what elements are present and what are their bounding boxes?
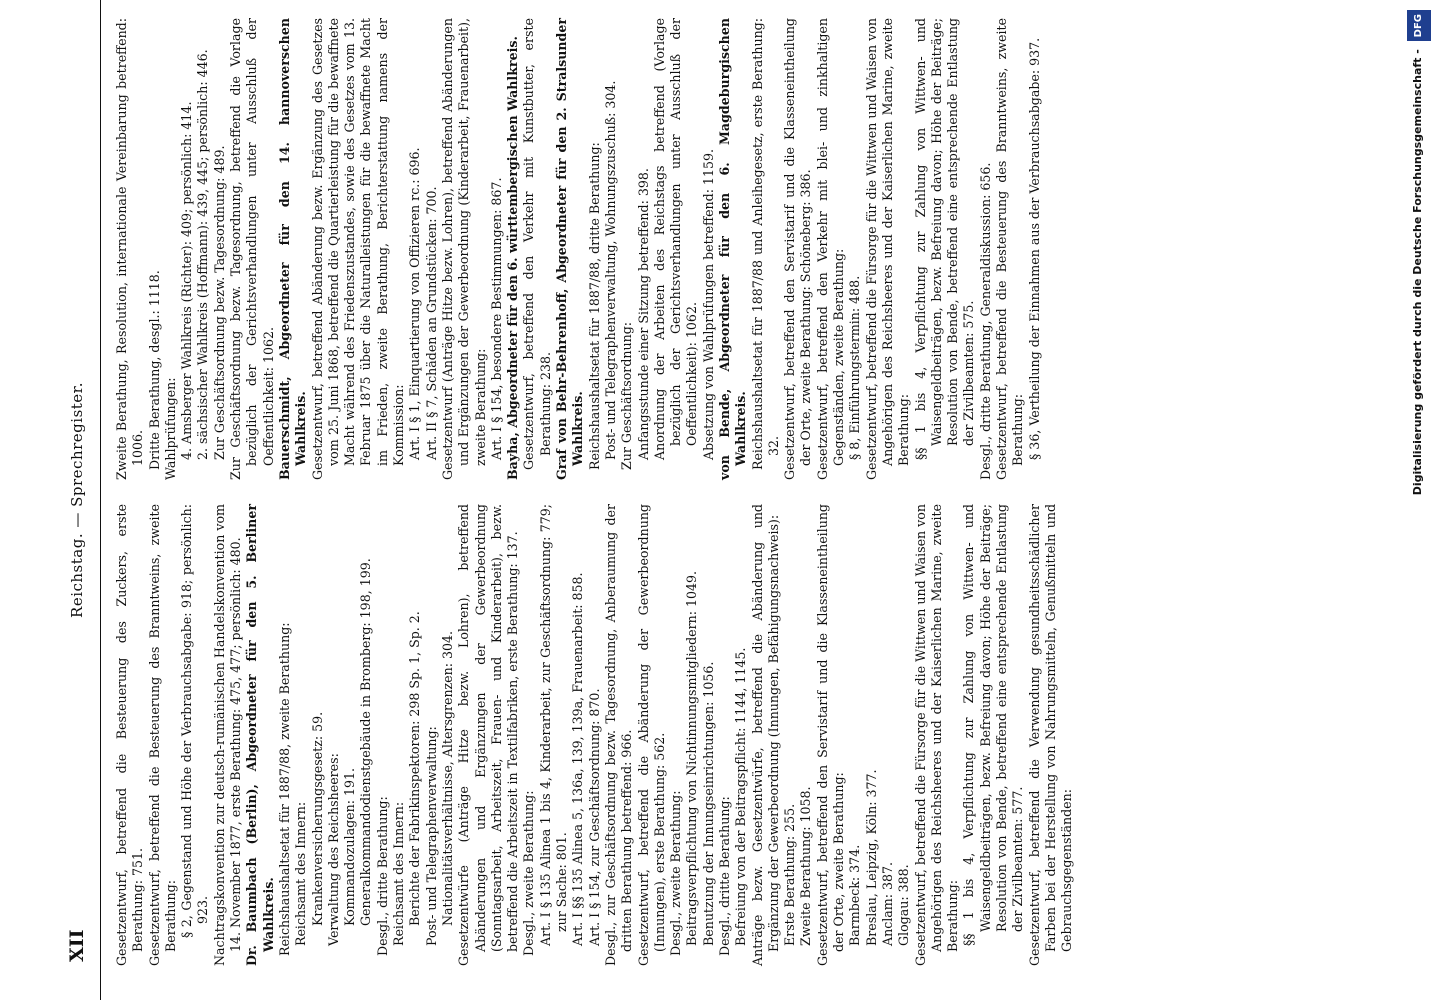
- index-entry: Gesetzentwurf, betreffend die Besteuerung des Branntweins, zweite Berathung:: [146, 499, 178, 966]
- running-header: [54, 0, 101, 1000]
- index-entry: Gesetzentwurf, betreffend die Verwendung gesundheitsschädlicher Farben bei der Herstellung von Nahrungsmitteln, Genußmitteln und Gebrauchsgegenständen:: [1026, 499, 1075, 966]
- index-entry: Kommandozulagen: 191.: [342, 768, 358, 926]
- index-entry: Gesetzentwurf, betreffend den Servistarif und die Klasseneintheilung der Orte, zweite Berathung:: [814, 499, 847, 966]
- rotated-page-content: [14, 0, 1394, 1000]
- index-entry: Desgl., zur Geschäftsordnung bezw. Tagesordnung, Anberaumung der dritten Berathung betreffend: 966.: [602, 499, 635, 966]
- dfg-logo: DFG: [1407, 10, 1431, 41]
- index-entry: 2. sächsischer Wahlkreis (Hoffmann): 439, 445; persönlich: 446.: [195, 49, 211, 460]
- index-entry: §§ 1 bis 4, Verpflichtung zur Zahlung von Wittwen- und Waisengeldbeiträgen, bezw. Befreiung davon; Höhe der Beiträge; Resolution von Bende, betreffend eine entsprechende Entlastung der Zivilbeamten: 577.: [961, 499, 1026, 946]
- index-entry: Bayha, Abgeordneter für den 6. württembergischen Wahlkreis.: [505, 36, 521, 480]
- index-entry: Gesetzentwurf, betreffend die Besteuerung des Zuckers, erste Berathung: 751.: [114, 499, 146, 966]
- index-entry: Dritte Berathung, desgl.: 1118.: [146, 270, 162, 470]
- left-column: [114, 499, 1324, 966]
- index-entry: Reichshaushaltsetat für 1887/88 und Anleihegesetz, erste Berathung: 32.: [749, 13, 781, 470]
- index-entry: § 8, Einführungstermin: 488.: [847, 275, 863, 460]
- index-entry: Gesetzentwürfe (Anträge Hitze bezw. Lohren), betreffend Abänderungen und Ergänzungen der Gewerbeordnung (Sonntagsarbeit, Arbeitszeit, Frauen- und Kinderarbeit), bezw. betreffend die Arbeitszeit in Textilfabriken, erste Berathung: 137.: [456, 499, 521, 966]
- running-title: Reichstag. — Sprechregister.: [68, 382, 86, 618]
- index-entry: 4. Amsberger Wahlkreis (Richter): 409; persönlich: 414.: [179, 101, 195, 460]
- index-entry: Gesetzentwurf, betreffend die Besteuerung des Branntweins, zweite Berathung:: [994, 13, 1026, 480]
- index-entry: Graf von Behr-Behrenhoff, Abgeordneter für den 2. Stralsunder Wahlkreis.: [554, 13, 586, 480]
- index-entry: §§ 1 bis 4, Verpflichtung zur Zahlung von Wittwen- und Waisengeldbeiträgen, bezw. Befreiung davon; Höhe der Beiträge; Resolution von Bende, betreffend eine entsprechende Entlastung der Zivilbeamten: 575.: [912, 13, 977, 460]
- index-entry: Zur Geschäftsordnung bezw. Tagesordnung: 489.: [211, 145, 227, 460]
- index-entry: Art. I § 135 Alinea 1 bis 4, Kinderarbeit, zur Geschäftsordnung: 779; zur Sache: 801.: [537, 499, 570, 946]
- index-entry: Gesetzentwurf, betreffend den Verkehr mit blei- und zinkhaltigen Gegenständen, zweite Berathung:: [814, 13, 847, 480]
- index-entry: Nationalitätsverhältnisse, Altersgrenzen: 304.: [439, 630, 455, 926]
- index-entry: Gesetzentwurf, betreffend den Verkehr mit Kunstbutter, erste Berathung: 238.: [521, 13, 553, 470]
- index-entry: Zur Geschäftsordnung bezw. Tagesordnung, betreffend die Vorlage bezüglich der Gerichtsverhandlungen unter Ausschluß der Oeffentlichkeit: 1062.: [228, 13, 276, 480]
- index-entry: Generalkommandodienstgebäude in Bromberg: 198, 199.: [358, 558, 374, 926]
- index-entry: Beitragsverpflichtung von Nichtinnungsmitgliedern: 1049.: [684, 570, 700, 946]
- index-entry: Gesetzentwurf, betreffend den Servistarif und die Klasseneintheilung der Orte, zweite Berathung: Schöneberg: 386.: [782, 13, 814, 480]
- index-entry: Barmbeck: 374.: [847, 844, 863, 946]
- index-entry: Reichshaushaltsetat für 1887/88, dritte Berathung:: [586, 142, 602, 470]
- index-entry: Desgl., zweite Berathung:: [668, 790, 684, 956]
- index-entry: Desgl., dritte Berathung:: [374, 796, 390, 956]
- index-entry: Gesetzentwurf, betreffend die Fürsorge für die Wittwen und Waisen von Angehörigen des Reichsheeres und der Kaiserlichen Marine, zweite Berathung:: [863, 13, 912, 480]
- index-entry: Anordnung der Arbeiten des Reichstags betreffend (Vorlage bezüglich der Gerichtsverhandlungen unter Ausschluß der Oeffentlichkeit): 1062.: [651, 13, 700, 460]
- index-entry: Erste Berathung: 255.: [782, 803, 798, 946]
- digitization-credit: [1406, 10, 1430, 990]
- index-entry: § 2, Gegenstand und Höhe der Verbrauchsabgabe: 918; persönlich: 923.: [179, 499, 211, 938]
- index-entry: Zweite Berathung: 1058.: [798, 786, 814, 946]
- index-entry: Befreiung von der Beitragspflicht: 1144, 1145.: [733, 647, 749, 946]
- index-entry: Art. II § 7, Schäden an Grundstücken: 700.: [423, 186, 439, 460]
- index-entry: Reichshaushaltsetat für 1887/88, zweite Berathung:: [276, 622, 292, 956]
- index-entry: Gesetzentwurf, betreffend die Abänderung der Gewerbeordnung (Innungen), erste Berathung: 562.: [635, 499, 667, 966]
- index-entry: Gesetzentwurf (Anträge Hitze bezw. Lohren), betreffend Abänderungen und Ergänzungen der Gewerbeordnung (Kinderarbeit, Frauenarbeit), zweite Berathung:: [439, 13, 488, 480]
- index-entry: Art. I § 1, Einquartierung von Offizieren rc.: 696.: [407, 147, 423, 460]
- index-entry: Benutzung der Innungseinrichtungen: 1056.: [700, 661, 716, 946]
- index-entry: Wahlprüfungen:: [162, 377, 178, 480]
- index-entry: Verwaltung des Reichsheeres:: [325, 753, 341, 946]
- index-entry: Reichsamt des Innern:: [391, 801, 407, 946]
- right-column: [114, 13, 1324, 480]
- index-entry: Krankenversicherungsgesetz: 59.: [309, 711, 325, 926]
- index-entry: von Bende, Abgeordneter für den 6. Magdeburgischen Wahlkreis.: [716, 13, 749, 480]
- index-entry: Dr. Baumbach (Berlin), Abgeordneter für den 5. Berliner Wahlkreis.: [244, 499, 276, 966]
- index-entry: Anträge bezw. Gesetzentwürfe, betreffend die Abänderung und Ergänzung der Gewerbeordnung (Innungen, Befähigungsnachweis):: [749, 499, 781, 966]
- index-entry: Absetzung von Wahlprüfungen betreffend: 1159.: [700, 149, 716, 460]
- index-entry: Bauerschmidt, Abgeordneter für den 14. hannoverschen Wahlkreis.: [276, 13, 309, 480]
- index-entry: Anclam: 387.: [879, 861, 895, 946]
- index-entry: Berichte der Fabrikinspektoren: 298 Sp. 1, Sp. 2.: [407, 611, 423, 926]
- index-entry: Nachtragskonvention zur deutsch-rumänischen Handelskonvention vom 14. November 1877, erste Berathung: 475, 477; persönlich: 480.: [211, 499, 244, 966]
- index-entry: Zur Geschäftsordnung:: [619, 321, 635, 470]
- index-entry: Post- und Telegraphenverwaltung:: [423, 726, 439, 946]
- index-entry: Reichsamt des Innern:: [293, 801, 309, 946]
- index-entry: Breslau, Leipzig, Köln: 377.: [863, 769, 879, 946]
- index-entry: Art. I § 154, zur Geschäftsordnung: 870.: [586, 688, 602, 946]
- index-entry: Gesetzentwurf, betreffend Abänderung bezw. Ergänzung des Gesetzes vom 25. Juni 1868, betreffend die Quartierleistung für die bewaffnete Macht während des Friedenszustandes, sowie des Gesetzes vom 13. Februar 1875 über die Naturalleistungen für die bewaffnete Macht im Frieden, zweite Berathung, Berichterstattung namens der Kommission:: [309, 13, 407, 480]
- index-entry: Anfangsstunde einer Sitzung betreffend: 398.: [635, 168, 651, 460]
- credit-text: Digitalisierung gefördert durch die Deutsche Forschungsgemeinschaft -: [1411, 49, 1424, 496]
- index-entry: § 36, Vertheilung der Einnahmen aus der Verbrauchsabgabe: 937.: [1026, 37, 1042, 460]
- index-entry: Zweite Berathung, Resolution, internationale Vereinbarung betreffend: 1006.: [114, 13, 146, 480]
- index-entry: Art. I § 154, besondere Bestimmungen: 867.: [488, 177, 504, 460]
- index-entry: Art. I §§ 135 Alinea 5, 136a, 139, 139a, Frauenarbeit: 858.: [570, 572, 586, 946]
- index-entry: Desgl., zweite Berathung:: [521, 790, 537, 956]
- page-number: XII: [66, 929, 88, 962]
- index-entry: Desgl., dritte Berathung, Generaldiskussion: 656.: [977, 162, 993, 480]
- credit-line: [1406, 10, 1430, 990]
- index-entry: Gesetzentwurf, betreffend die Fürsorge für die Wittwen und Waisen von Angehörigen des Reichsheeres und der Kaiserlichen Marine, zweite Berathung:: [912, 499, 961, 966]
- index-entry: Desgl., dritte Berathung:: [716, 796, 732, 956]
- index-entry: Glogau: 388.: [896, 864, 912, 946]
- index-entry: Post- und Telegraphenverwaltung, Wohnungszuschuß: 304.: [602, 80, 618, 460]
